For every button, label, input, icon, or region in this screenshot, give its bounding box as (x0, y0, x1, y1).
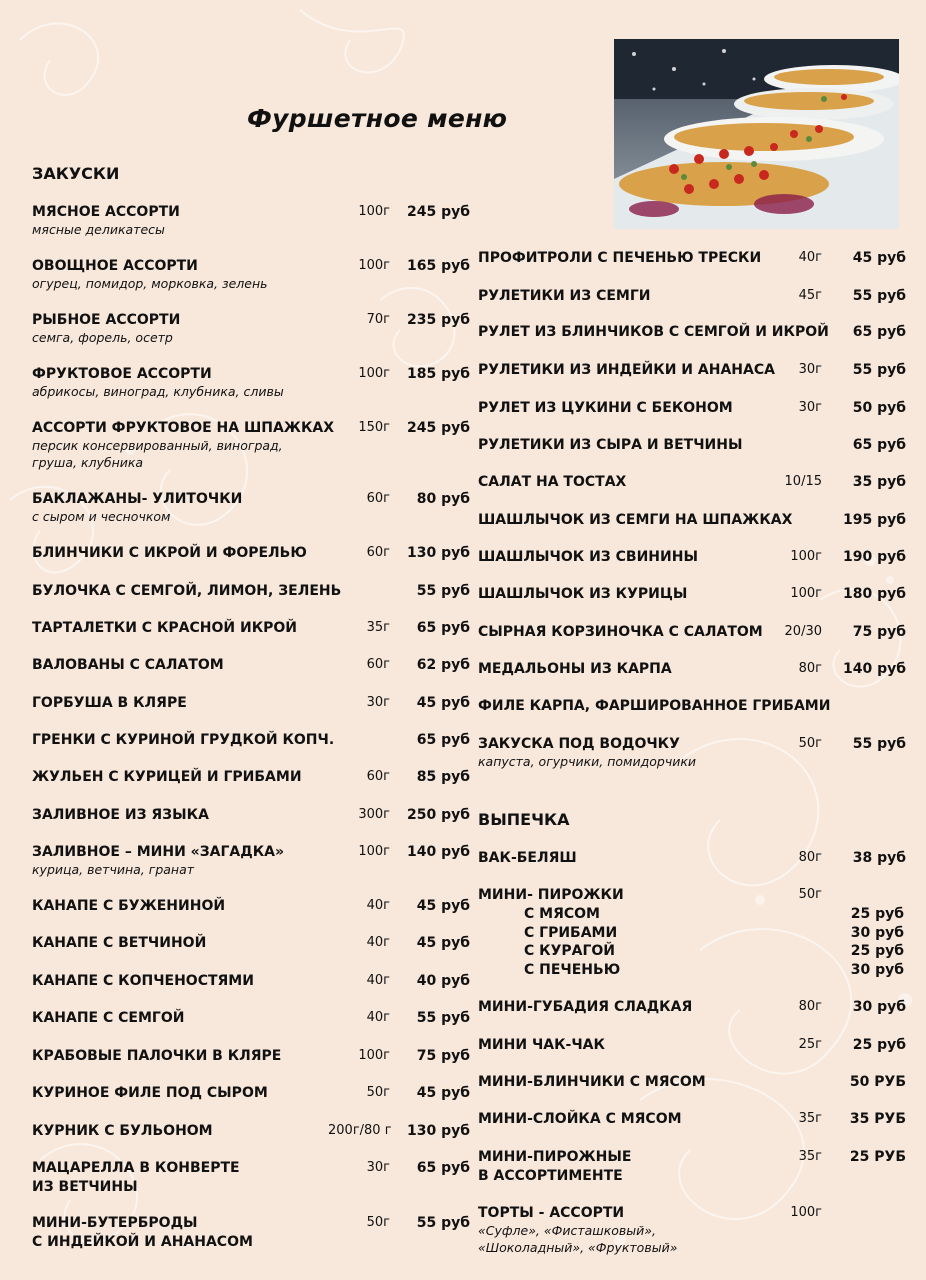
item-name: КАНАПЕ С СЕМГОЙ (32, 1010, 185, 1026)
item-name: РЫБНОЕ АССОРТИ (32, 312, 181, 328)
item-weight: 60г (366, 657, 390, 672)
item-name: РУЛЕТИКИ ИЗ СЕМГИ (478, 288, 651, 304)
item-name: РУЛЕТИКИ ИЗ ИНДЕЙКИ И АНАНАСА (478, 362, 775, 378)
item-price: 245 руб (406, 204, 470, 220)
item-price: 65 руб (852, 324, 906, 340)
item-name: МИНИ- ПИРОЖКИ (478, 887, 624, 903)
item-price: 190 руб (842, 549, 906, 565)
item-weight: 300г (358, 807, 390, 822)
item-name: ЗАЛИВНОЕ – МИНИ «ЗАГАДКА» (32, 844, 285, 860)
item-name: ШАШЛЫЧОК ИЗ СВИНИНЫ (478, 549, 698, 565)
item-name: ГОРБУША В КЛЯРЕ (32, 695, 187, 711)
item-price: 185 руб (406, 366, 470, 382)
item-name: ЗАКУСКА ПОД ВОДОЧКУ (478, 736, 680, 752)
sub-item-name: С КУРАГОЙ (524, 943, 616, 959)
item-name: МИНИ-ПИРОЖНЫЕ (478, 1149, 632, 1165)
item-weight: 80г (798, 661, 822, 676)
item-weight: 70г (366, 312, 390, 327)
item-price: 55 руб (416, 1010, 470, 1026)
item-price: 55 руб (852, 288, 906, 304)
item-name: ГРЕНКИ С КУРИНОЙ ГРУДКОЙ КОПЧ. (32, 732, 335, 748)
item-name: МИНИ ЧАК-ЧАК (478, 1037, 605, 1053)
item-price: 35 руб (852, 474, 906, 490)
item-price: 65 руб (416, 620, 470, 636)
item-price: 80 руб (416, 491, 470, 507)
item-name: ШАШЛЫЧОК ИЗ СЕМГИ НА ШПАЖКАХ (478, 512, 793, 528)
sub-item-name: С ГРИБАМИ (524, 924, 618, 941)
item-name: КУРНИК С БУЛЬОНОМ (32, 1123, 213, 1139)
item-weight: 25г (798, 1037, 822, 1052)
item-weight: 30г (798, 362, 822, 377)
item-price: 50 руб (852, 400, 906, 416)
item-price: 140 руб (406, 844, 470, 860)
item-weight: 200г/80 г (328, 1123, 392, 1138)
item-weight: 30г (366, 695, 390, 710)
item-description: груша, клубника (32, 455, 144, 470)
item-name: МЯСНОЕ АССОРТИ (32, 204, 180, 220)
item-weight: 10/15 (784, 474, 822, 489)
item-weight: 30г (366, 1160, 390, 1175)
item-weight: 100г (358, 1048, 390, 1063)
item-name: БУЛОЧКА С СЕМГОЙ, ЛИМОН, ЗЕЛЕНЬ (32, 583, 342, 599)
item-description: абрикосы, виноград, клубника, сливы (32, 384, 284, 399)
item-name: КУРИНОЕ ФИЛЕ ПОД СЫРОМ (32, 1085, 268, 1101)
item-price: 130 руб (406, 545, 470, 561)
item-weight: 40г (366, 1010, 390, 1025)
item-weight: 50г (798, 887, 822, 902)
item-weight: 45г (798, 288, 822, 303)
item-name: В АССОРТИМЕНТЕ (478, 1168, 623, 1184)
item-price: 25 руб (852, 1037, 906, 1053)
item-weight: 100г (358, 844, 390, 859)
item-name: ЖУЛЬЕН С КУРИЦЕЙ И ГРИБАМИ (32, 769, 302, 785)
item-weight: 100г (358, 366, 390, 381)
item-price: 75 руб (416, 1048, 470, 1064)
buffet-photo (614, 39, 899, 229)
item-price: 45 руб (852, 250, 906, 266)
item-price: 45 руб (416, 898, 470, 914)
item-weight: 40г (366, 973, 390, 988)
item-name: ФРУКТОВОЕ АССОРТИ (32, 366, 212, 382)
item-name: РУЛЕТ ИЗ ЦУКИНИ С БЕКОНОМ (478, 400, 733, 416)
item-name: ВАЛОВАНЫ С САЛАТОМ (32, 657, 224, 673)
item-description: капуста, огурчики, помидорчики (478, 754, 696, 769)
item-price: 165 руб (406, 258, 470, 274)
item-price: 50 РУБ (849, 1074, 906, 1090)
item-weight: 80г (798, 999, 822, 1014)
item-price: 85 руб (416, 769, 470, 785)
item-price: 130 руб (406, 1123, 470, 1139)
item-weight: 100г (790, 586, 822, 601)
item-price: 250 руб (406, 807, 470, 823)
item-name: МИНИ-БЛИНЧИКИ С МЯСОМ (478, 1074, 706, 1090)
item-weight: 100г (790, 1205, 822, 1220)
item-description: курица, ветчина, гранат (32, 862, 195, 877)
item-name: С ИНДЕЙКОЙ И АНАНАСОМ (32, 1234, 253, 1250)
item-price: 65 руб (852, 437, 906, 453)
item-description: семга, форель, осетр (32, 330, 173, 345)
item-weight: 50г (366, 1215, 390, 1230)
item-name: АССОРТИ ФРУКТОВОЕ НА ШПАЖКАХ (32, 420, 335, 436)
item-weight: 20/30 (784, 624, 822, 639)
sub-item-name: С МЯСОМ (524, 906, 600, 922)
sub-item-price: 25 руб (850, 906, 904, 922)
sub-item-price: 30 руб (850, 924, 904, 941)
item-price: 45 руб (416, 935, 470, 951)
item-weight: 80г (798, 850, 822, 865)
item-weight: 100г (790, 549, 822, 564)
item-name: РУЛЕТИКИ ИЗ СЫРА И ВЕТЧИНЫ (478, 437, 743, 453)
item-description: с сыром и чесночком (32, 509, 171, 524)
item-name: СЫРНАЯ КОРЗИНОЧКА С САЛАТОМ (478, 624, 763, 640)
item-description: огурец, помидор, морковка, зелень (32, 276, 268, 291)
item-price: 45 руб (416, 1085, 470, 1101)
item-price: 245 руб (406, 420, 470, 436)
item-name: БЛИНЧИКИ С ИКРОЙ И ФОРЕЛЬЮ (32, 545, 307, 561)
item-name: МИНИ-ГУБАДИЯ СЛАДКАЯ (478, 999, 693, 1015)
item-name: РУЛЕТ ИЗ БЛИНЧИКОВ С СЕМГОЙ И ИКРОЙ (478, 324, 829, 340)
page-title: Фуршетное меню (247, 104, 508, 133)
sub-item-name: С ПЕЧЕНЬЮ (524, 961, 621, 978)
item-price: 55 руб (852, 362, 906, 378)
item-name: ШАШЛЫЧОК ИЗ КУРИЦЫ (478, 586, 688, 602)
item-weight: 40г (798, 250, 822, 265)
item-price: 140 руб (842, 661, 906, 677)
item-weight: 50г (798, 736, 822, 751)
item-description: мясные деликатесы (32, 222, 165, 237)
item-name: МАЦАРЕЛЛА В КОНВЕРТЕ (32, 1160, 240, 1176)
item-weight: 35г (798, 1111, 822, 1126)
section-pastry-heading: ВЫПЕЧКА (478, 810, 570, 829)
item-price: 65 руб (416, 1160, 470, 1176)
item-name: ОВОЩНОЕ АССОРТИ (32, 258, 198, 274)
item-name: ИЗ ВЕТЧИНЫ (32, 1179, 138, 1195)
item-price: 235 руб (406, 312, 470, 328)
item-weight: 40г (366, 898, 390, 913)
item-name: МИНИ-СЛОЙКА С МЯСОМ (478, 1111, 682, 1127)
item-name: ТОРТЫ - АССОРТИ (478, 1205, 625, 1221)
item-price: 40 руб (416, 973, 470, 989)
item-name: ЗАЛИВНОЕ ИЗ ЯЗЫКА (32, 807, 209, 823)
item-price: 62 руб (416, 657, 470, 673)
item-price: 30 руб (852, 999, 906, 1015)
item-description: «Суфле», «Фисташковый», (478, 1223, 656, 1238)
item-name: КАНАПЕ С КОПЧЕНОСТЯМИ (32, 973, 254, 989)
item-description: «Шоколадный», «Фруктовый» (478, 1240, 678, 1255)
item-price: 180 руб (842, 586, 906, 602)
item-price: 35 РУБ (849, 1111, 906, 1127)
item-price: 25 РУБ (849, 1149, 906, 1165)
item-name: ПРОФИТРОЛИ С ПЕЧЕНЬЮ ТРЕСКИ (478, 250, 762, 266)
item-weight: 60г (366, 545, 390, 560)
item-name: КАНАПЕ С ВЕТЧИНОЙ (32, 935, 207, 951)
section-snacks-heading: ЗАКУСКИ (32, 164, 120, 183)
item-price: 55 руб (852, 736, 906, 752)
item-weight: 35г (366, 620, 390, 635)
item-name: САЛАТ НА ТОСТАХ (478, 474, 627, 490)
item-name: МЕДАЛЬОНЫ ИЗ КАРПА (478, 661, 672, 677)
item-weight: 100г (358, 258, 390, 273)
item-price: 75 руб (852, 624, 906, 640)
item-price: 55 руб (416, 1215, 470, 1231)
item-name: ВАК-БЕЛЯШ (478, 850, 577, 866)
item-name: КРАБОВЫЕ ПАЛОЧКИ В КЛЯРЕ (32, 1048, 282, 1064)
item-name: БАКЛАЖАНЫ- УЛИТОЧКИ (32, 491, 243, 507)
item-weight: 30г (798, 400, 822, 415)
item-price: 38 руб (852, 850, 906, 866)
sub-item-price: 25 руб (850, 943, 904, 959)
sub-item-price: 30 руб (850, 961, 904, 978)
item-name: ТАРТАЛЕТКИ С КРАСНОЙ ИКРОЙ (32, 620, 298, 636)
item-price: 195 руб (842, 512, 906, 528)
item-name: МИНИ-БУТЕРБРОДЫ (32, 1215, 198, 1231)
item-weight: 50г (366, 1085, 390, 1100)
item-weight: 100г (358, 204, 390, 219)
item-price: 65 руб (416, 732, 470, 748)
item-description: персик консервированный, виноград, (32, 438, 283, 453)
item-price: 55 руб (416, 583, 470, 599)
item-name: КАНАПЕ С БУЖЕНИНОЙ (32, 898, 226, 914)
item-weight: 60г (366, 491, 390, 506)
item-price: 45 руб (416, 695, 470, 711)
item-weight: 150г (358, 420, 390, 435)
item-weight: 35г (798, 1149, 822, 1164)
item-weight: 60г (366, 769, 390, 784)
item-name: ФИЛЕ КАРПА, ФАРШИРОВАННОЕ ГРИБАМИ (478, 698, 831, 714)
item-weight: 40г (366, 935, 390, 950)
